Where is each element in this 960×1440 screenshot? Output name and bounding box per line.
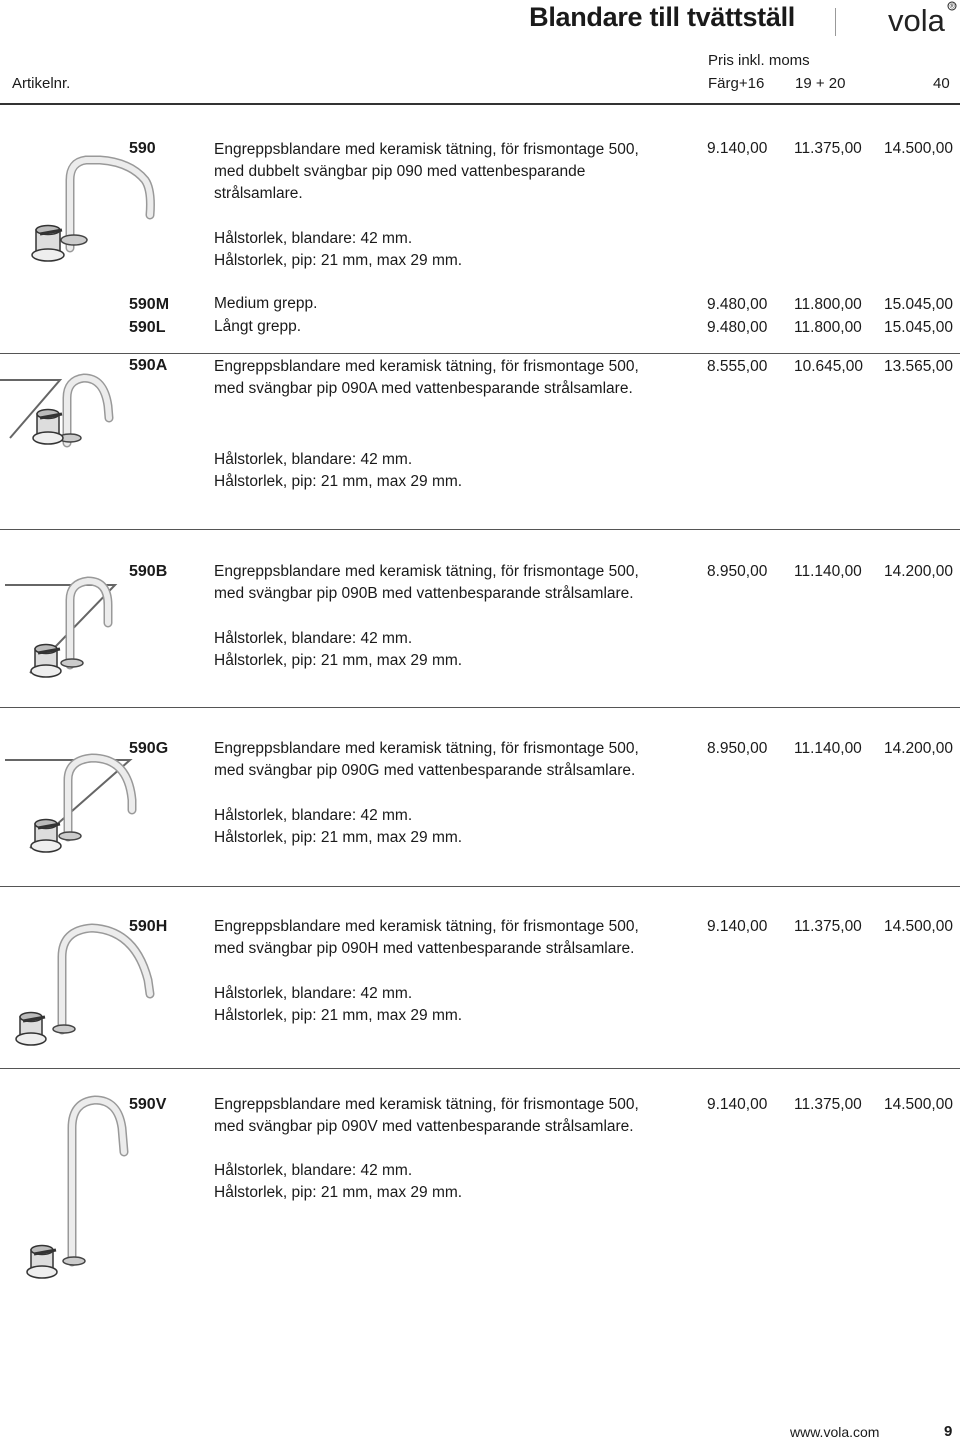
price-farg16: 8.950,00	[707, 563, 768, 580]
price-19-20: 11.375,00	[794, 1096, 862, 1113]
product-description: Engreppsblandare med keramisk tätning, för frismontage 500, med svängbar pip 090H med vattenbesparande strålsamlare.	[214, 918, 639, 957]
faucet-590h-illustration	[0, 912, 170, 1062]
faucet-double-swivel-illustration	[0, 140, 170, 290]
product-description: Engreppsblandare med keramisk tätning, för frismontage 500, med svängbar pip 090G med vattenbesparande strålsamlare.	[214, 740, 639, 779]
variant-description: Långt grepp.	[214, 318, 302, 335]
article-code: 590H	[129, 918, 168, 935]
col-header-right: 40	[933, 75, 950, 92]
hole-size-info: Hålstorlek, blandare: 42 mm. Hålstorlek, pip: 21 mm, max 29 mm.	[214, 1162, 463, 1201]
col-header-color: Färg+16	[708, 75, 765, 92]
price-19-20: 11.140,00	[794, 740, 862, 757]
price-40: 14.500,00	[884, 140, 953, 157]
price-farg16: 9.480,00	[707, 319, 768, 336]
price-farg16: 9.140,00	[707, 140, 768, 157]
vola-logo	[886, 0, 958, 40]
article-code: 590G	[129, 740, 169, 757]
faucet-590v-illustration	[0, 1090, 170, 1290]
price-farg16: 9.140,00	[707, 1096, 768, 1113]
price-farg16: 8.950,00	[707, 740, 768, 757]
hole-size-info: Hålstorlek, blandare: 42 mm. Hålstorlek, pip: 21 mm, max 29 mm.	[214, 630, 463, 669]
price-farg16: 9.140,00	[707, 918, 768, 935]
row-separator	[0, 707, 960, 708]
page-title: Blandare till tvättställ	[529, 2, 795, 32]
faucet-590a-illustration	[0, 358, 170, 508]
price-19-20: 11.800,00	[794, 319, 862, 336]
price-40: 15.045,00	[884, 296, 953, 313]
product-description: Engreppsblandare med keramisk tätning, för frismontage 500, med svängbar pip 090V med vattenbesparande strålsamlare.	[214, 1096, 639, 1135]
product-description: Engreppsblandare med keramisk tätning, för frismontage 500, med svängbar pip 090A med vattenbesparande strålsamlare.	[214, 358, 639, 397]
price-farg16: 9.480,00	[707, 296, 768, 313]
col-header-mid: 19 + 20	[795, 75, 846, 92]
page-number: 9	[944, 1423, 953, 1440]
svg-text:®: ®	[949, 3, 955, 11]
price-19-20: 11.800,00	[794, 296, 862, 313]
variant-code: 590L	[129, 319, 166, 336]
product-description: Engreppsblandare med keramisk tätning, för frismontage 500, med svängbar pip 090B med vattenbesparande strålsamlare.	[214, 563, 639, 602]
hole-size-info: Hålstorlek, blandare: 42 mm. Hålstorlek, pip: 21 mm, max 29 mm.	[214, 807, 463, 846]
article-code: 590	[129, 140, 156, 157]
price-40: 14.500,00	[884, 1096, 953, 1113]
article-code: 590B	[129, 563, 168, 580]
price-40: 14.500,00	[884, 918, 953, 935]
title-divider	[835, 8, 836, 36]
price-40: 13.565,00	[884, 358, 953, 375]
col-header-article: Artikelnr.	[12, 75, 71, 92]
row-separator	[0, 529, 960, 530]
svg-text:vola: vola	[888, 3, 945, 38]
row-separator	[0, 886, 960, 887]
price-19-20: 11.375,00	[794, 918, 862, 935]
product-description: Engreppsblandare med keramisk tätning, för frismontage 500, med dubbelt svängbar pip 090 med vattenbesparande strålsamlare.	[214, 141, 639, 202]
price-40: 14.200,00	[884, 563, 953, 580]
variant-description: Medium grepp.	[214, 295, 318, 312]
row-separator	[0, 353, 960, 354]
price-19-20: 11.140,00	[794, 563, 862, 580]
price-19-20: 10.645,00	[794, 358, 863, 375]
row-separator	[0, 1068, 960, 1069]
price-40: 15.045,00	[884, 319, 953, 336]
article-code: 590V	[129, 1096, 167, 1113]
header-rule	[0, 103, 960, 105]
hole-size-info: Hålstorlek, blandare: 42 mm. Hålstorlek, pip: 21 mm, max 29 mm.	[214, 230, 463, 269]
variant-code: 590M	[129, 296, 170, 313]
hole-size-info: Hålstorlek, blandare: 42 mm. Hålstorlek, pip: 21 mm, max 29 mm.	[214, 451, 463, 490]
price-farg16: 8.555,00	[707, 358, 768, 375]
price-note: Pris inkl. moms	[708, 52, 810, 69]
footer-url[interactable]: www.vola.com	[790, 1424, 880, 1440]
faucet-590b-illustration	[0, 545, 170, 695]
price-40: 14.200,00	[884, 740, 953, 757]
hole-size-info: Hålstorlek, blandare: 42 mm. Hålstorlek, pip: 21 mm, max 29 mm.	[214, 985, 463, 1024]
faucet-590g-illustration	[0, 722, 170, 872]
price-19-20: 11.375,00	[794, 140, 862, 157]
article-code: 590A	[129, 357, 168, 374]
